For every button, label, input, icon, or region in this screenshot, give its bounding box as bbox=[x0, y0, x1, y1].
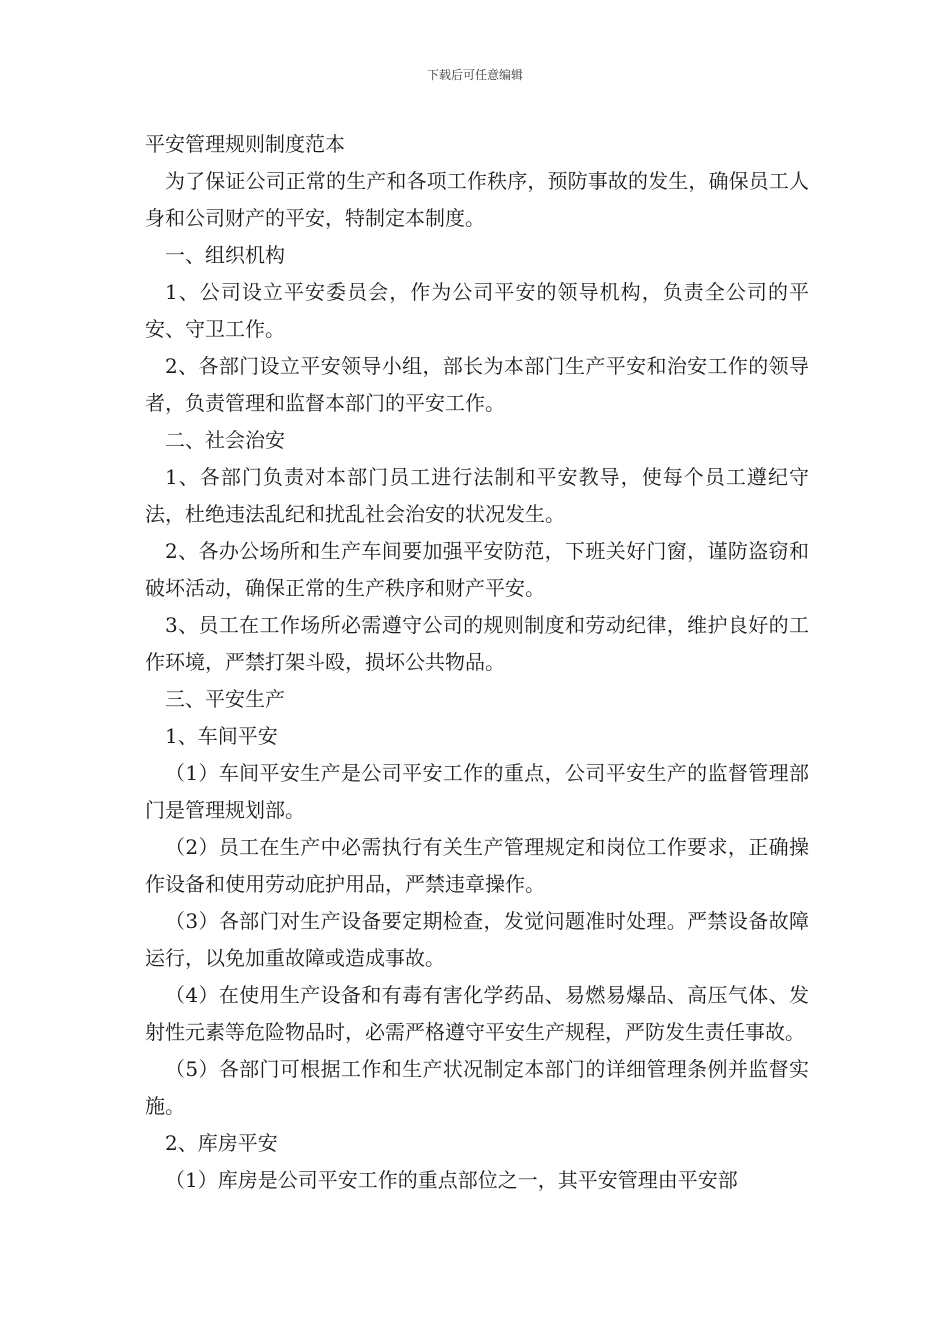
paragraph: 2、各办公场所和生产车间要加强平安防范，下班关好门窗，谨防盗窃和破坏活动，确保正常的生产秩序和财产平安。 bbox=[145, 539, 809, 600]
paragraph: （1）车间平安生产是公司平安工作的重点，公司平安生产的监督管理部门是管理规划部。 bbox=[145, 761, 809, 822]
paragraph: 1、公司设立平安委员会，作为公司平安的领导机构，负责全公司的平安、守卫工作。 bbox=[145, 280, 809, 341]
section-heading-safe-production: 三、平安生产 bbox=[165, 687, 285, 711]
document-body bbox=[145, 126, 809, 1199]
section-heading-public-security: 二、社会治安 bbox=[165, 428, 285, 452]
paragraph: （5）各部门可根据工作和生产状况制定本部门的详细管理条例并监督实施。 bbox=[145, 1057, 809, 1118]
document-title: 平安管理规则制度范本 bbox=[145, 132, 345, 156]
subsection-heading-warehouse: 2、库房平安 bbox=[165, 1131, 278, 1155]
page-header: 下载后可任意编辑 bbox=[426, 68, 523, 82]
paragraph: （1）库房是公司平安工作的重点部位之一，其平安管理由平安部 bbox=[165, 1168, 738, 1192]
paragraph: 2、各部门设立平安领导小组，部长为本部门生产平安和治安工作的领导者，负责管理和监督本部门的平安工作。 bbox=[145, 354, 809, 415]
subsection-heading-workshop: 1、车间平安 bbox=[165, 724, 278, 748]
paragraph-intro: 为了保证公司正常的生产和各项工作秩序，预防事故的发生，确保员工人身和公司财产的平安，特制定本制度。 bbox=[145, 169, 809, 230]
paragraph: （2）员工在生产中必需执行有关生产管理规定和岗位工作要求，正确操作设备和使用劳动庇护用品，严禁违章操作。 bbox=[145, 835, 809, 896]
section-heading-organization: 一、组织机构 bbox=[165, 243, 285, 267]
paragraph: （3）各部门对生产设备要定期检查，发觉问题准时处理。严禁设备故障运行，以免加重故障或造成事故。 bbox=[145, 909, 809, 970]
paragraph: 1、各部门负责对本部门员工进行法制和平安教导，使每个员工遵纪守法，杜绝违法乱纪和扰乱社会治安的状况发生。 bbox=[145, 465, 809, 526]
paragraph: （4）在使用生产设备和有毒有害化学药品、易燃易爆品、高压气体、发射性元素等危险物品时，必需严格遵守平安生产规程，严防发生责任事故。 bbox=[145, 983, 809, 1044]
paragraph: 3、员工在工作场所必需遵守公司的规则制度和劳动纪律，维护良好的工作环境，严禁打架斗殴，损坏公共物品。 bbox=[145, 613, 809, 674]
